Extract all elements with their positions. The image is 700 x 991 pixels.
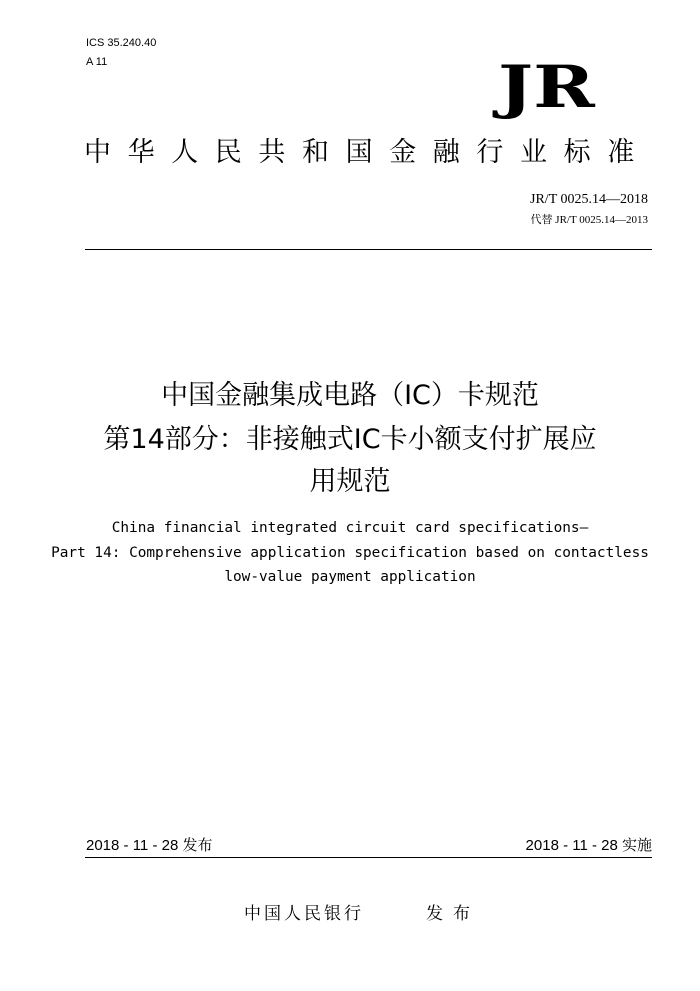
issuer-block (244, 903, 364, 925)
chinese-title-line-3: 用规范 (309, 466, 391, 497)
standard-type-heading: 中华人民共和国金融行业标准 (84, 137, 651, 168)
ics-code: ICS 35.240.40 (86, 37, 157, 49)
bottom-divider (85, 857, 652, 858)
implementation-date: 2018 - 11 - 28 实施 (525, 837, 652, 854)
english-title-line-3: low-value payment application (224, 569, 476, 585)
issuer-action: 发布 (426, 904, 480, 924)
issue-date: 2018 - 11 - 28 发布 (86, 837, 213, 854)
classification-code: A 11 (86, 56, 108, 68)
issuer-name: 中国人民银行 (244, 904, 364, 924)
top-divider (85, 249, 652, 250)
chinese-title-line-1: 中国金融集成电路（IC）卡规范 (161, 380, 539, 411)
english-title-line-2: Part 14: Comprehensive application specification based on contactless (51, 545, 649, 561)
replaces-standard: 代替 JR/T 0025.14—2013 (530, 214, 648, 226)
english-title-line-1: China financial integrated circuit card specifications— (111, 520, 589, 536)
jr-logo: JR (498, 53, 595, 121)
chinese-title-line-2: 第14部分：非接触式IC卡小额支付扩展应 (103, 424, 597, 455)
standard-code: JR/T 0025.14—2018 (530, 192, 648, 207)
